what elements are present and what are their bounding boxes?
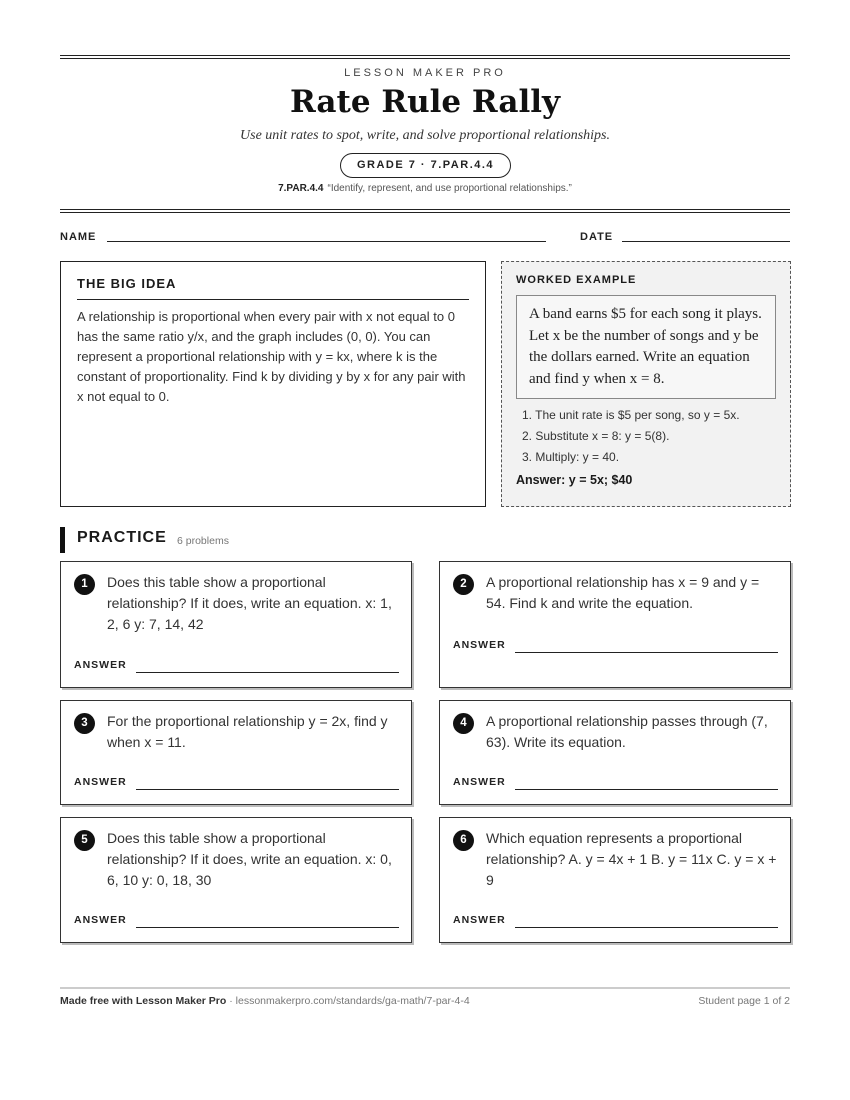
problem-card-5 [60, 817, 412, 943]
page-subtitle: Use unit rates to spot, write, and solve proportional relationships. [240, 128, 610, 143]
problem-card-1 [60, 561, 412, 688]
practice-accent-bar [60, 527, 65, 553]
standard-text: “Identify, represent, and use proportional relationships.” [327, 183, 572, 194]
worked-step: 2. Substitute x = 8: y = 5(8). [522, 429, 670, 443]
worked-example-box [501, 261, 791, 507]
problem-text: A proportional relationship has x = 9 and y = 54. Find k and write the equation. [486, 574, 760, 611]
worked-example-answer: Answer: y = 5x; $40 [516, 473, 633, 487]
worked-example-steps [516, 405, 776, 468]
problem-number-badge: 5 [74, 830, 95, 851]
answer-label: ANSWER [74, 914, 127, 926]
problem-text: A proportional relationship passes through (7, 63). Write its equation. [486, 713, 768, 750]
footer-url[interactable]: · lessonmakerpro.com/standards/ga-math/7-par-4-4 [226, 995, 470, 1007]
answer-label: ANSWER [74, 659, 127, 671]
answer-row [74, 776, 399, 790]
standard-line [0, 183, 850, 194]
answer-row [74, 659, 399, 673]
problem-number-badge: 6 [453, 830, 474, 851]
problem-text: Which equation represents a proportional relationship? A. y = 4x + 1 B. y = 11x C. y = x + 9 [486, 830, 777, 888]
standard-code: 7.PAR.4.4 [278, 183, 324, 194]
worked-step: 3. Multiply: y = 40. [522, 450, 620, 464]
answer-label: ANSWER [74, 776, 127, 788]
answer-row [453, 914, 778, 928]
footer-rule [60, 987, 790, 989]
answer-field[interactable] [136, 672, 399, 673]
footer-page-number: Student page 1 of 2 [698, 995, 790, 1007]
header-bottom-rule [60, 209, 790, 213]
name-label: NAME [60, 231, 97, 243]
answer-field[interactable] [136, 789, 399, 790]
brand-name: LESSON MAKER PRO [344, 67, 506, 79]
answer-row [74, 914, 399, 928]
big-idea-body: A relationship is proportional when every pair with x not equal to 0 has the same ratio y/x, and the graph includes (0, 0). You can represent a proportional relationship with y = kx, where k is the constant of proportionality. Find k by dividing y by x for any pair with x not equal to 0. [77, 309, 466, 404]
answer-row [453, 776, 778, 790]
answer-field[interactable] [515, 652, 778, 653]
practice-title: PRACTICE [77, 529, 167, 546]
problem-card-4 [439, 700, 791, 805]
answer-label: ANSWER [453, 914, 506, 926]
date-field[interactable] [622, 241, 790, 242]
answer-row [453, 639, 778, 653]
footer-made-with: Made free with Lesson Maker Pro [60, 995, 227, 1007]
worked-step: 1. The unit rate is $5 per song, so y = 5x. [522, 408, 740, 422]
problem-card-3 [60, 700, 412, 805]
problem-text: For the proportional relationship y = 2x, find y when x = 11. [107, 713, 388, 750]
problem-number-badge: 1 [74, 574, 95, 595]
problem-number-badge: 2 [453, 574, 474, 595]
page-title: Rate Rule Rally [289, 84, 561, 120]
answer-field[interactable] [515, 789, 778, 790]
footer-credit [60, 995, 470, 1007]
worked-example-heading: WORKED EXAMPLE [516, 274, 637, 286]
date-label: DATE [580, 231, 614, 243]
answer-label: ANSWER [453, 776, 506, 788]
problem-text: Does this table show a proportional relationship? If it does, write an equation. x: 0, 6, 10 y: 0, 18, 30 [107, 830, 392, 888]
problem-text: Does this table show a proportional relationship? If it does, write an equation. x: 1, 2, 6 y: 7, 14, 42 [107, 574, 392, 632]
problem-number-badge: 4 [453, 713, 474, 734]
problem-card-6 [439, 817, 791, 943]
header-top-rule [60, 55, 790, 59]
grade-badge: GRADE 7 · 7.PAR.4.4 [340, 153, 511, 178]
answer-field[interactable] [515, 927, 778, 928]
practice-count: 6 problems [177, 535, 229, 547]
worked-example-problem: A band earns $5 for each song it plays. Let x be the number of songs and y be the dollars earned. Write an equation and find y when x = 8. [516, 295, 776, 399]
answer-field[interactable] [136, 927, 399, 928]
big-idea-box [60, 261, 486, 507]
answer-label: ANSWER [453, 639, 506, 651]
problem-card-2 [439, 561, 791, 688]
big-idea-heading: THE BIG IDEA [77, 276, 469, 300]
problem-number-badge: 3 [74, 713, 95, 734]
name-field[interactable] [107, 241, 546, 242]
